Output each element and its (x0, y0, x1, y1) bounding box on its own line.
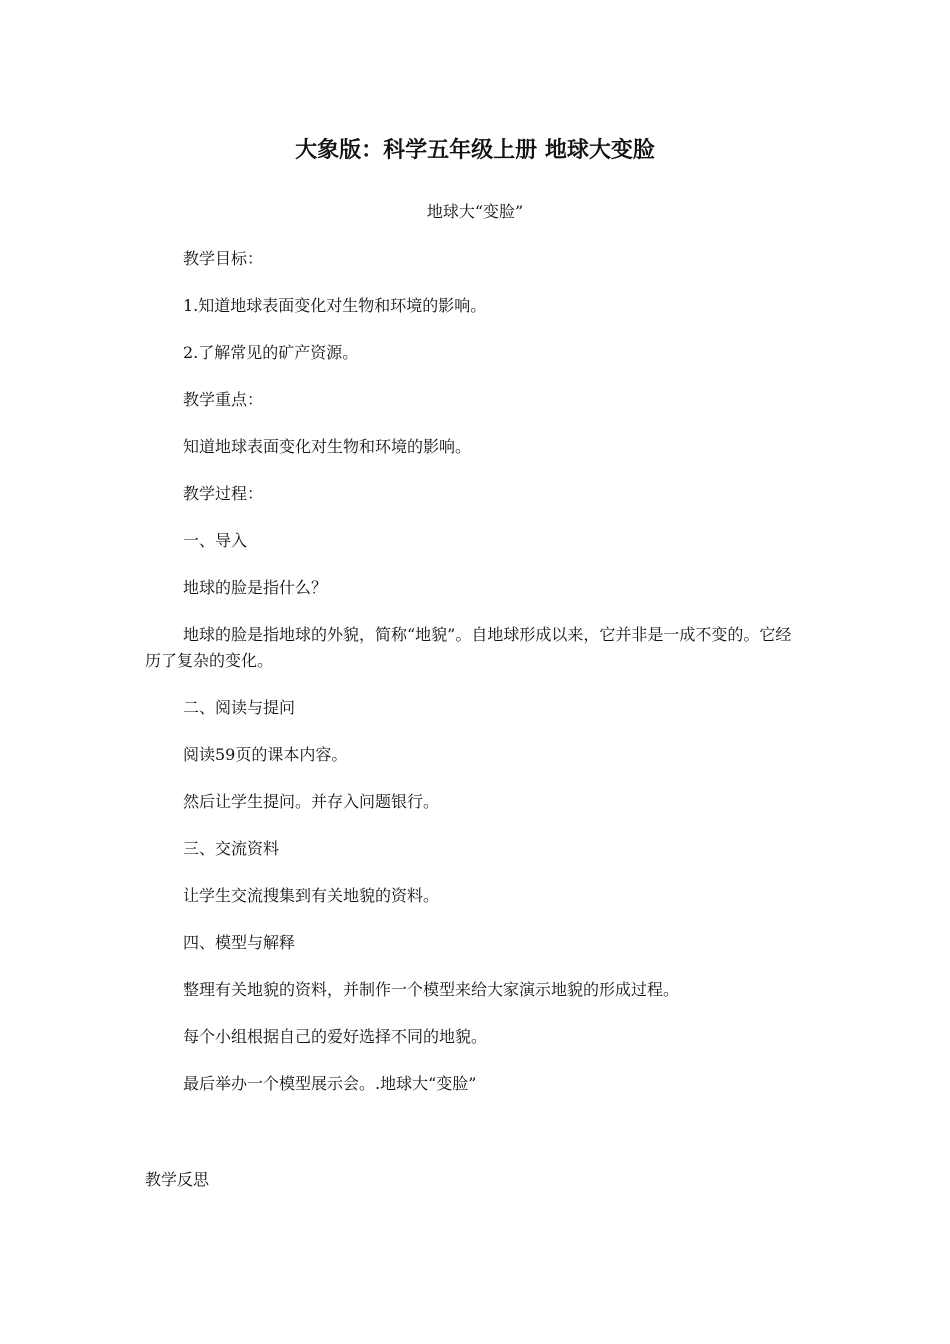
paragraph-question: 地球的脸是指什么？ (183, 578, 328, 597)
paragraph-key-points-heading: 教学重点： (183, 390, 264, 409)
paragraph-ask-questions: 然后让学生提问。并存入问题银行。 (183, 792, 440, 811)
paragraph-exhibition: 最后举办一个模型展示会。.地球大“变脸” (183, 1074, 477, 1093)
paragraph-goal-2: 2.了解常见的矿产资源。 (183, 343, 359, 362)
paragraph-section-1: 一、导入 (183, 531, 248, 550)
paragraph-key-point: 知道地球表面变化对生物和环境的影响。 (183, 437, 472, 456)
paragraph-exchange-materials: 让学生交流搜集到有关地貌的资料。 (183, 886, 440, 905)
paragraph-section-4: 四、模型与解释 (183, 933, 296, 952)
paragraph-group-choice: 每个小组根据自己的爱好选择不同的地貌。 (183, 1027, 488, 1046)
document-subtitle: 地球大“变脸” (426, 202, 524, 221)
document-title: 大象版：科学五年级上册 地球大变脸 (295, 138, 655, 163)
paragraph-read-textbook: 阅读59页的课本内容。 (183, 745, 348, 764)
paragraph-goal-1: 1.知道地球表面变化对生物和环境的影响。 (183, 296, 487, 315)
paragraph-build-model: 整理有关地貌的资料，并制作一个模型来给大家演示地貌的形成过程。 (183, 980, 680, 999)
paragraph-section-3: 三、交流资料 (183, 839, 280, 858)
paragraph-teaching-goals-heading: 教学目标： (183, 249, 264, 268)
paragraph-process-heading: 教学过程： (183, 484, 264, 503)
teaching-reflection-heading: 教学反思 (145, 1170, 210, 1189)
paragraph-section-2: 二、阅读与提问 (183, 698, 296, 717)
paragraph-answer: 地球的脸是指地球的外貌，简称“地貌”。自地球形成以来，它并非是一成不变的。它经历了复杂的变化。 (145, 625, 792, 670)
